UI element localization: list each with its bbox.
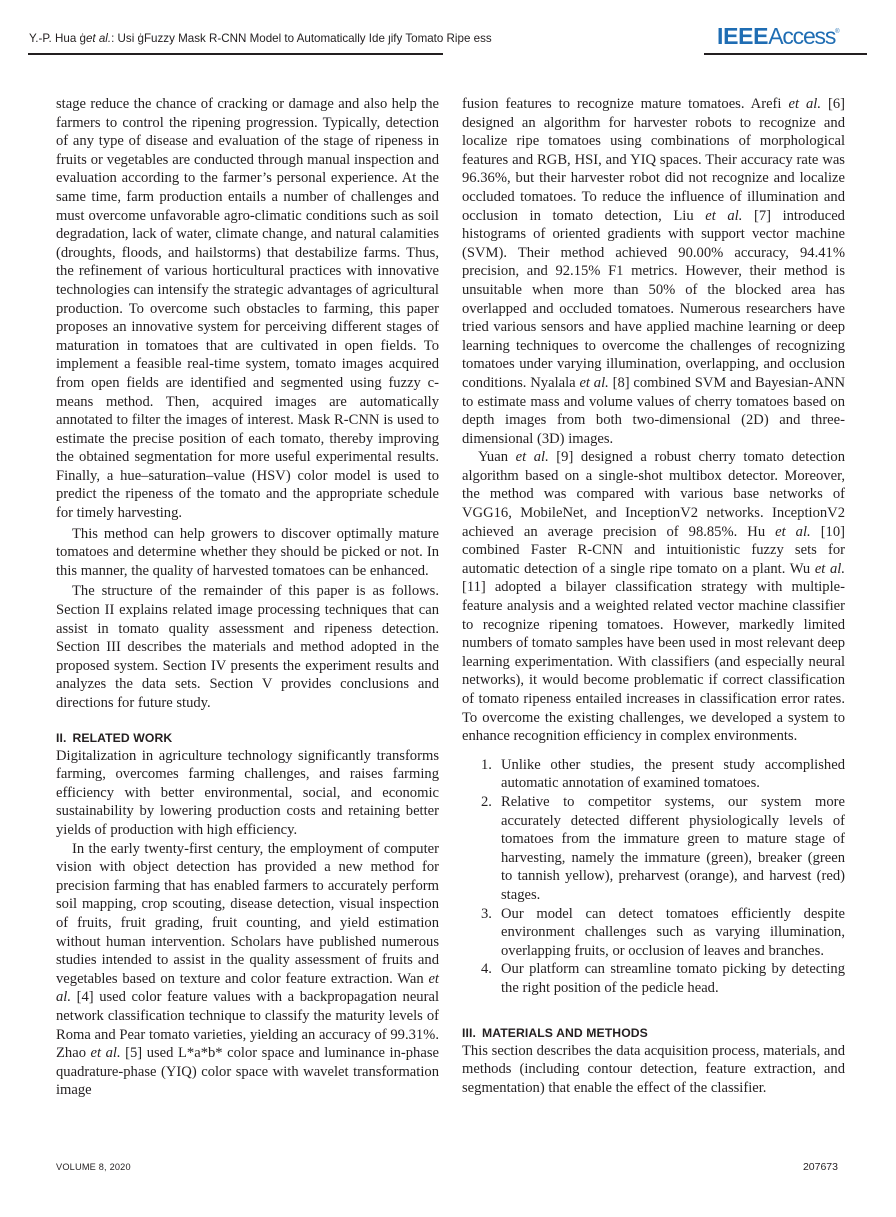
text-run: [7] introduced histograms of oriented gradients with support vector machine (SVM). Their method achieved 90.00% accuracy, 94.41% precision, and 92.15% F1 metrics. However, their method is unsuitable when more than 50% of the blocked area has overlapped and occluded tomatoes. Numerous researchers have tried various sensors and have applied machine learning or deep learning techniques to overcome the challenges of recognizing tomatoes under varying illumination, overlapping, and occlusion conditions. Nyalala — [462, 207, 845, 391]
left-column — [56, 95, 439, 1100]
paragraph: The structure of the remainder of this paper is as follows. Section II explains related image processing techniques that can assist in tomato quality assessment and ripeness detection. Section III describes the materials and method adopted in the proposed system. Section IV presents the experiment results and analyzes the data sets. Section V provides conclusions and directions for future study. — [56, 583, 439, 711]
text-run: In the early twenty-first century, the employment of computer vision with object detection has provided a new method for precision farming that has enabled farmers to accurately perform soil mapping, crop scouting, disease detection, visual inspection of fruits, fruit grading, fruit counting, and yield estimation without human intervention. Scholars have published numerous studies intended to assist in the quality assessment of fruits and vegetables based on texture and color feature extraction. Wan — [56, 840, 439, 987]
page-header — [0, 0, 896, 60]
text-run: [9] designed a robust cherry tomato detection algorithm based on a single-shot multibox detector. Moreover, the method was compared with various base networks of VGG16, MobileNet, and InceptionV2 networks. InceptionV2 achieved an average precision of 98.85%. Hu — [462, 449, 845, 540]
contributions-list — [462, 756, 845, 998]
text-run: [10] combined Faster R-CNN and intuitionistic fuzzy sets for automatic detection of a single ripe tomato on a plant. Wu — [462, 523, 846, 577]
text-run: fusion features to recognize mature tomatoes. Arefi — [462, 96, 789, 112]
list-number: 1. — [481, 756, 492, 773]
list-number: 3. — [481, 905, 492, 922]
logo-ieee: IEEE — [717, 23, 769, 49]
list-number: 4. — [481, 961, 492, 978]
list-item — [462, 905, 845, 961]
ieee-access-logo — [717, 23, 840, 50]
section-title: MATERIALS AND METHODS — [481, 1025, 648, 1040]
footer-volume: VOLUME 8, 2020 — [56, 1162, 131, 1172]
text-run: [5] used L*a*b* color space and luminance in-phase quadrature-phase (YIQ) color space with wavelet transformation image — [56, 1045, 439, 1099]
running-title-fragment: : Usi — [111, 32, 135, 45]
text-run: [6] designed an algorithm for harvester robots to recognize and localize ripe tomatoes using combinations of morphological features and RGB, HSI, and YIQ spaces. Their accuracy rate was 96.36%, but their harvester robot did not recognize and localize occluded tomatoes. To reduce the influence of illumination and occlusion in tomato detection, Liu — [462, 96, 845, 224]
running-title-text: Fuzzy Mask R-CNN Model to Automatically Ide ȷify Tomato Ripe ess — [143, 32, 492, 45]
list-item-text: Our platform can streamline tomato picking by detecting the right position of the pedicle head. — [501, 961, 845, 996]
running-title — [29, 32, 492, 45]
section-number: III. — [462, 1025, 476, 1040]
logo-access: Access — [768, 23, 836, 49]
list-number: 2. — [481, 793, 492, 810]
citation-etal: et al. — [788, 96, 821, 112]
right-column — [462, 95, 845, 1097]
section-heading-materials-methods — [462, 1024, 845, 1042]
paragraph: This section describes the data acquisition process, materials, and methods (including contour detection, feature extraction, and segmentation) that enable the effect of the classifier. — [462, 1042, 845, 1096]
citation-etal: et al. — [56, 970, 439, 1006]
running-title-etal: et al. — [85, 32, 112, 45]
list-item — [462, 793, 845, 905]
citation-etal: et al. — [814, 560, 845, 577]
list-item — [462, 960, 845, 997]
list-item-text: Relative to competitor systems, our system more accurately detected different physiologically levels of tomatoes from the immature green to mature stage of harvesting, namely the immature (green), breaker (green to tannish yellow), preharvest (orange), and harvest (red) stages. — [501, 793, 845, 903]
section-heading-related-work — [56, 729, 439, 747]
running-title-fragment: ġ — [76, 32, 86, 45]
list-item-text: Unlike other studies, the present study accomplished automatic annotation of examined tomatoes. — [501, 756, 845, 792]
paragraph — [462, 95, 845, 448]
section-number: II. — [56, 730, 67, 745]
running-title-fragment: ġ — [134, 32, 144, 45]
text-run: [8] combined SVM and Bayesian-ANN to estimate mass and volume values of cherry tomatoes based on depth images from both two-dimensional (2D) and three-dimensional (3D) images. — [462, 374, 846, 447]
paragraph: Digitalization in agriculture technology significantly transforms farming, overcomes farming challenges, and raises farming efficiency with better environmental, social, and economic sustainability by lowering production costs and retaining better yields of production with high efficiency. — [56, 747, 439, 838]
running-title-authors: Y.-P. Hua — [29, 32, 77, 45]
citation-etal: et al. — [90, 1045, 121, 1062]
header-rule-left — [28, 53, 443, 55]
list-item — [462, 756, 845, 793]
registered-mark-icon: ® — [835, 29, 840, 35]
paragraph — [462, 448, 845, 746]
citation-etal: et al. — [705, 207, 743, 224]
paragraph — [56, 840, 439, 1100]
list-item-text: Our model can detect tomatoes efficiently despite environment challenges such as varying illumination, overlapping fruits, or occlusion of leaves and branches. — [501, 905, 845, 959]
section-title: RELATED WORK — [72, 730, 173, 745]
citation-etal: et al. — [775, 523, 811, 540]
text-run: [11] adopted a bilayer classification strategy with multiple-feature analysis and a weighted related vector machine classifier to recognize ripening tomatoes. However, markedly limited numbers of tomato samples have been used in most relevant deep learning experimentation. With classifiers (and especially neural networks), it would become problematic if correct classification of tomato ripeness entailed increases in classification error rates. To overcome the existing challenges, we developed a system to enhance recognition efficiency in complex environments. — [462, 579, 845, 745]
paragraph: stage reduce the chance of cracking or damage and also help the farmers to control the ripening progression. Typically, detection of any type of disease and evaluation of the stage of ripeness in fruits or vegetables are conducted through manual inspection and evaluation according to the farmer’s personal experience. At the same time, farm production entails a number of challenges and must overcome unfavorable agro-climatic conditions such as soil degradation, lack of water, climate change, and natural calamities (droughts, floods, and hailstorms) that destabilize farms. Thus, the refinement of various horticultural practices with innovative technologies can intensify the strategic advantages of agricultural production. To overcome such obstacles to farming, this paper proposes an innovative system for perceiving different stages of maturation in tomatoes that are cultivated in open fields. To implement a feasible real-time system, tomato images acquired from open fields are identified and segmented using fuzzy c-means method. Then, acquired images are automatically annotated to filter the images of interest. Mask R-CNN is used to estimate the precise position of each tomato, thereby improving the obtained segmentation for more useful experimental results. Finally, a hue–saturation–value (HSV) color model is used to predict the ripeness of the tomato and the appropriate schedule for timely harvesting. — [56, 96, 439, 522]
header-rule-right — [704, 53, 867, 55]
citation-etal: et al. — [579, 374, 609, 391]
citation-etal: et al. — [515, 449, 549, 466]
text-run: Yuan — [478, 449, 516, 466]
paragraph: This method can help growers to discover optimally mature tomatoes and determine whether they should be picked or not. In this manner, the quality of harvested tomatoes can be enhanced. — [56, 525, 439, 579]
text-run: [4] used color feature values with a backpropagation neural network classification technique to classify the maturity levels of Roma and Pear tomato varieties, yielding an accuracy of 99.31%. Zhao — [56, 989, 439, 1062]
footer-page-number: 207673 — [802, 1161, 838, 1173]
